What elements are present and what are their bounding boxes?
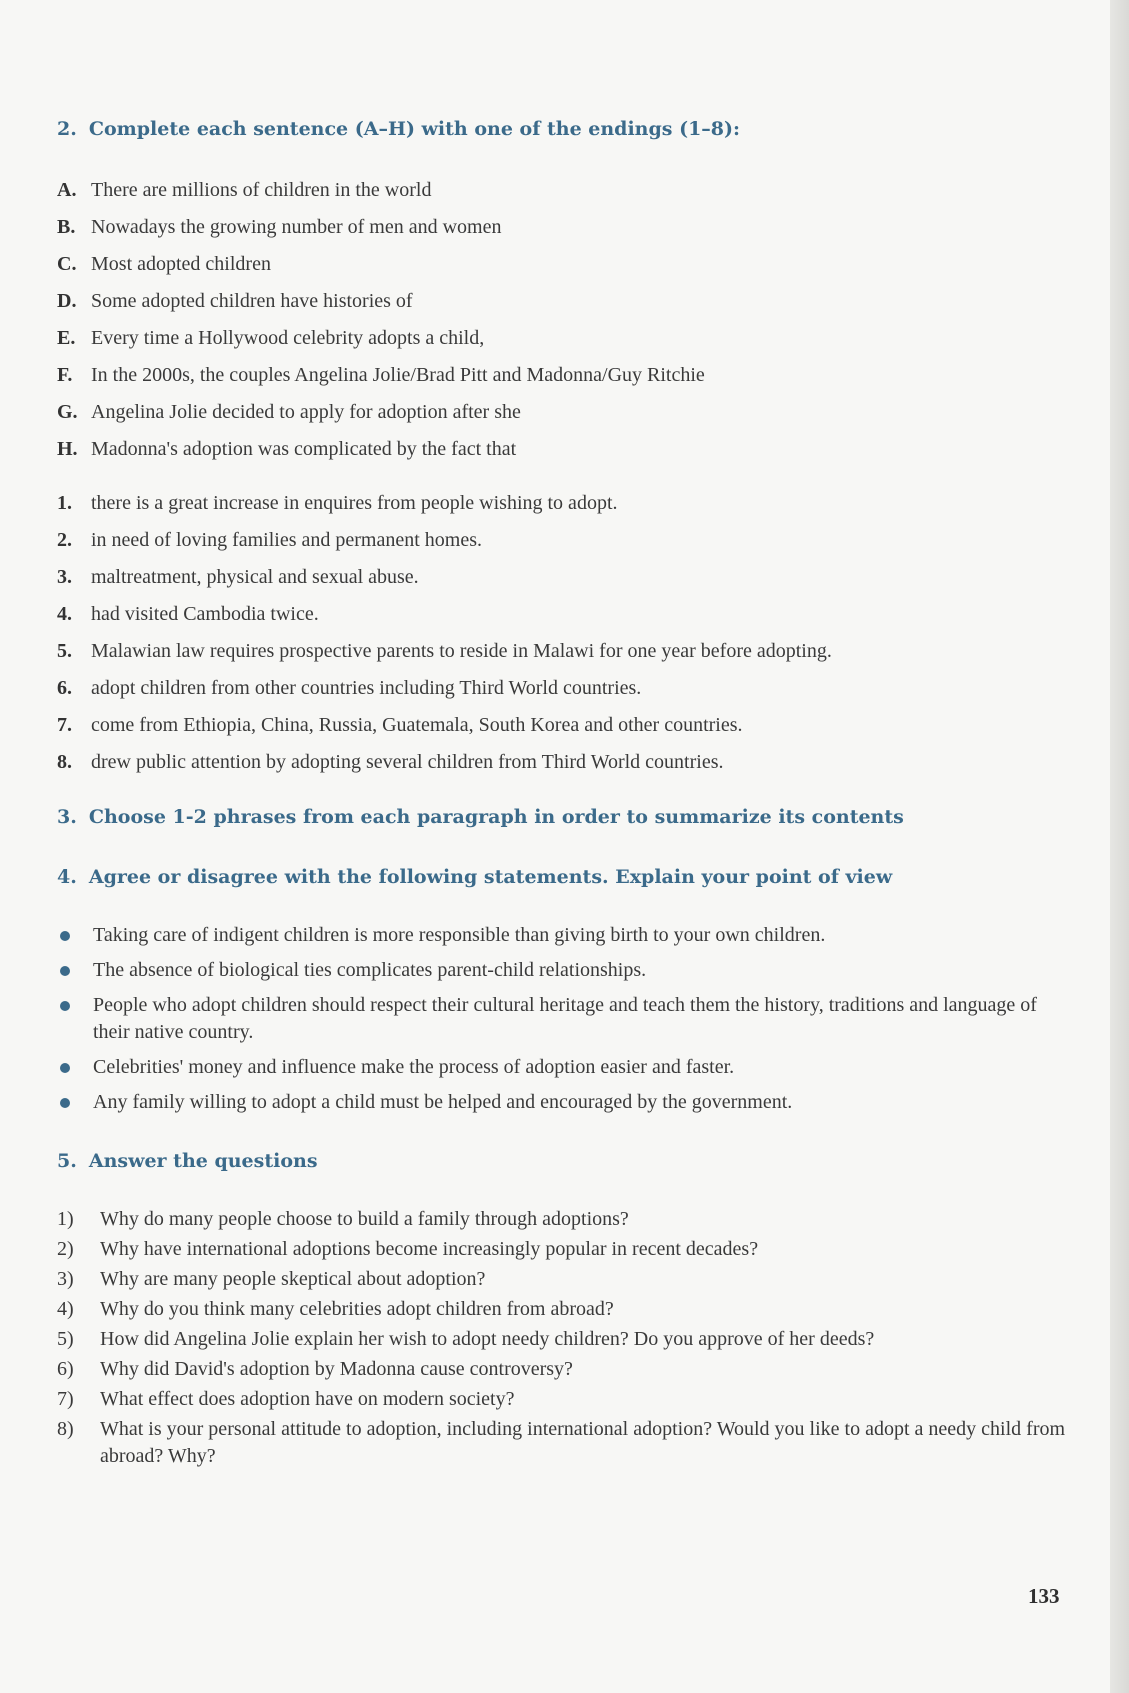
task-3-number: 3.	[57, 806, 77, 828]
list-item: 7. come from Ethiopia, China, Russia, Guatemala, South Korea and other countries.	[57, 714, 743, 736]
list-item: Celebrities' money and influence make the process of adoption easier and faster.	[57, 1054, 1067, 1081]
ending-list	[57, 491, 1067, 774]
list-item: 4) Why do you think many celebrities adopt children from abroad?	[57, 1298, 614, 1320]
task-5-number: 5.	[57, 1150, 77, 1172]
bullet-icon	[60, 1098, 70, 1108]
page-edge	[1110, 0, 1129, 1693]
list-item: E. Every time a Hollywood celebrity adopts a child,	[57, 327, 485, 349]
task-4-heading	[57, 866, 1067, 888]
question-list	[57, 1206, 1067, 1470]
list-item: 3. maltreatment, physical and sexual abuse.	[57, 566, 419, 588]
list-item: Taking care of indigent children is more responsible than giving birth to your own children.	[57, 922, 1067, 949]
list-item: 8) What is your personal attitude to adoption, including international adoption? Would you like to adopt a needy child from abroad? Why?	[57, 1418, 1066, 1467]
list-item: G. Angelina Jolie decided to apply for adoption after she	[57, 401, 521, 423]
list-item: D. Some adopted children have histories of	[57, 290, 413, 312]
statement-list	[57, 922, 1067, 1116]
list-item: B. Nowadays the growing number of men and women	[57, 216, 502, 238]
list-item: 8. drew public attention by adopting several children from Third World countries.	[57, 751, 724, 773]
list-item: 2. in need of loving families and permanent homes.	[57, 529, 483, 551]
list-item: The absence of biological ties complicates parent-child relationships.	[57, 957, 1067, 984]
list-item: A. There are millions of children in the world	[57, 179, 432, 201]
bullet-icon	[60, 966, 70, 976]
page-content	[57, 118, 1067, 1473]
list-item: F. In the 2000s, the couples Angelina Jolie/Brad Pitt and Madonna/Guy Ritchie	[57, 364, 705, 386]
task-4-number: 4.	[57, 866, 77, 888]
task-5-title: Answer the questions	[88, 1150, 318, 1172]
task-5-heading	[57, 1150, 1067, 1172]
task-4-title: Agree or disagree with the following statements. Explain your point of view	[88, 866, 893, 888]
list-item: C. Most adopted children	[57, 253, 271, 275]
list-item: 4. had visited Cambodia twice.	[57, 603, 319, 625]
list-item: 1) Why do many people choose to build a family through adoptions?	[57, 1208, 629, 1230]
task-2-heading	[57, 118, 1067, 140]
page-number: 133	[1028, 1584, 1060, 1608]
bullet-icon	[60, 1001, 70, 1011]
list-item: H. Madonna's adoption was complicated by the fact that	[57, 438, 517, 460]
task-2-number: 2.	[57, 118, 77, 140]
list-item: 5. Malawian law requires prospective parents to reside in Malawi for one year before adopting.	[57, 640, 832, 662]
bullet-icon	[60, 931, 70, 941]
task-3-title: Choose 1-2 phrases from each paragraph in order to summarize its contents	[88, 806, 904, 828]
list-item: 2) Why have international adoptions become increasingly popular in recent decades?	[57, 1238, 759, 1260]
bullet-icon	[60, 1063, 70, 1073]
list-item: People who adopt children should respect their cultural heritage and teach them the history, traditions and language of their native country.	[57, 992, 1067, 1046]
list-item: Any family willing to adopt a child must be helped and encouraged by the government.	[57, 1089, 1067, 1116]
sentence-list	[57, 178, 1067, 461]
list-item: 7) What effect does adoption have on modern society?	[57, 1388, 515, 1410]
list-item: 3) Why are many people skeptical about adoption?	[57, 1268, 486, 1290]
list-item: 6. adopt children from other countries including Third World countries.	[57, 677, 642, 699]
task-3-heading	[57, 806, 1067, 828]
task-2-title: Complete each sentence (A–H) with one of the endings (1–8):	[88, 118, 741, 140]
list-item: 5) How did Angelina Jolie explain her wish to adopt needy children? Do you approve of her deeds?	[57, 1328, 875, 1350]
list-item: 6) Why did David's adoption by Madonna cause controversy?	[57, 1358, 573, 1380]
list-item: 1. there is a great increase in enquires from people wishing to adopt.	[57, 492, 618, 514]
